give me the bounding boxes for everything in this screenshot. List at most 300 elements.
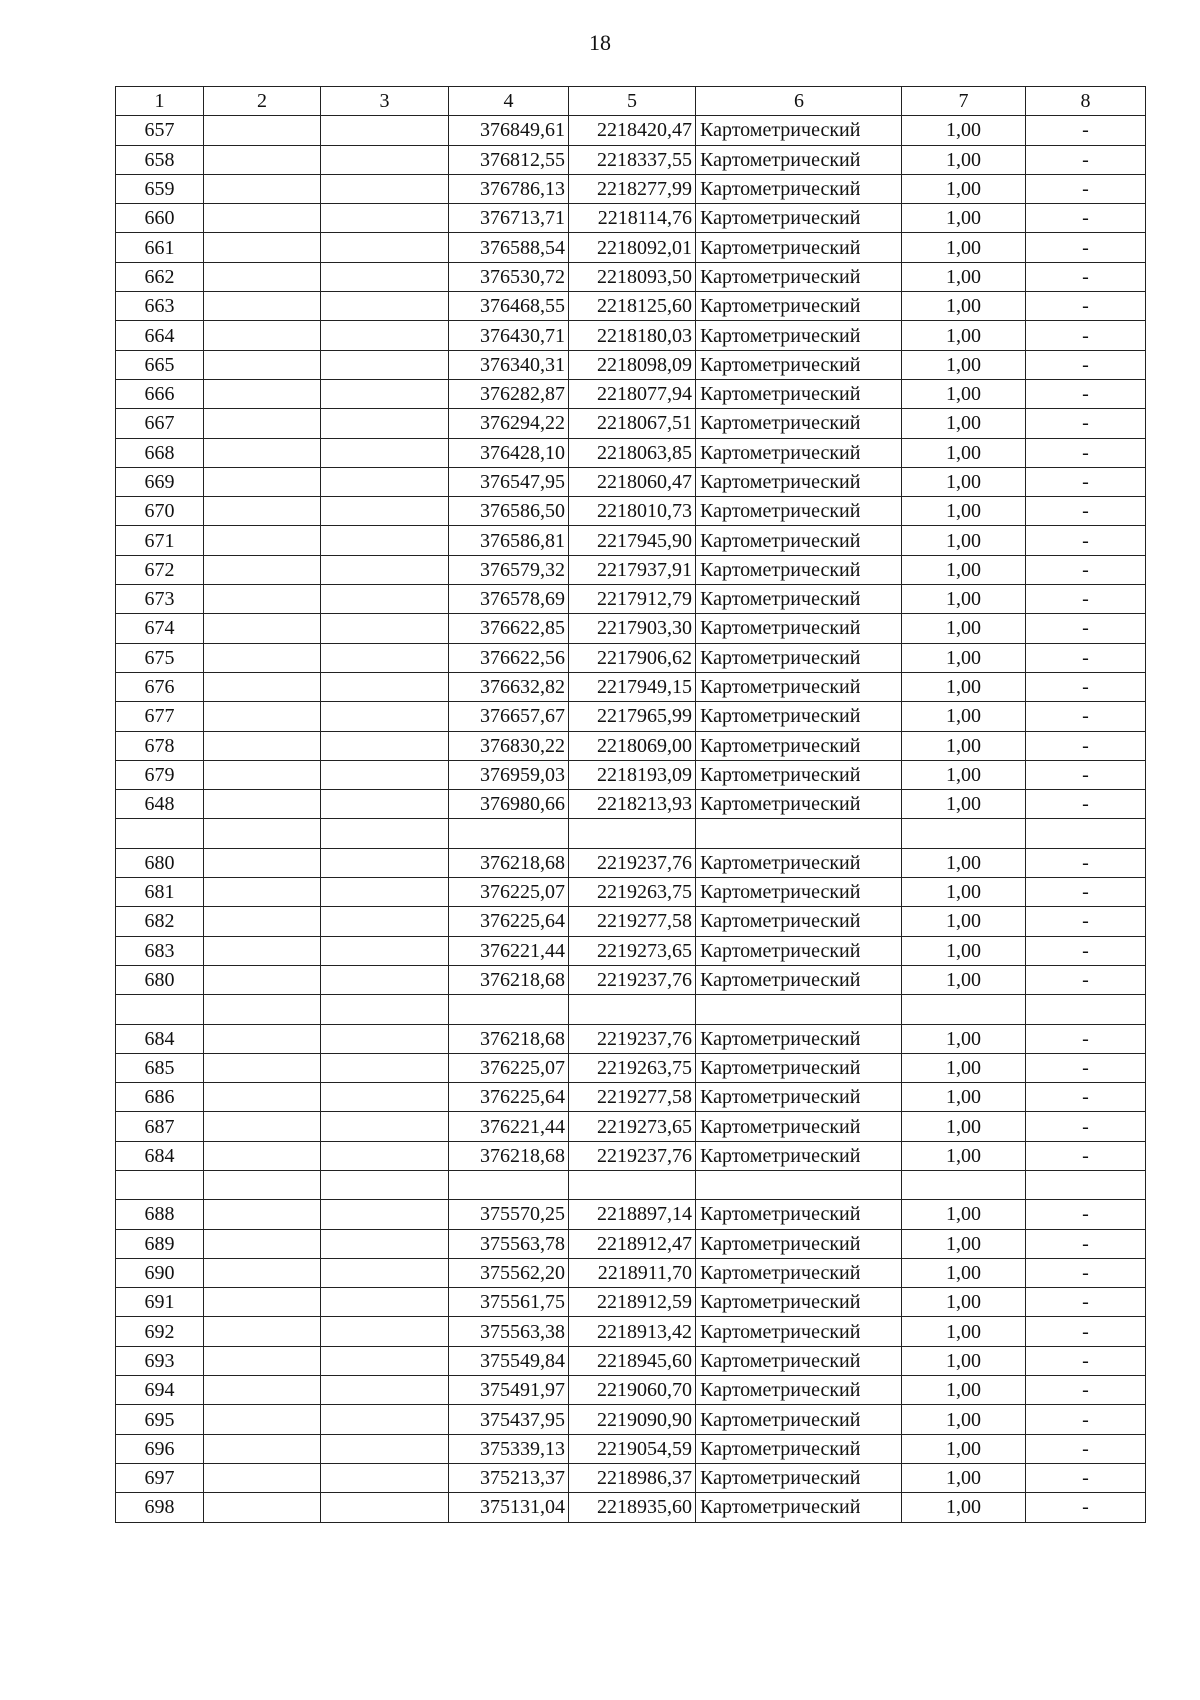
accuracy-cell: 1,00 [902,526,1026,555]
header-cell: 8 [1026,87,1146,116]
col8-cell: - [1026,1288,1146,1317]
y-coordinate-cell: 2219277,58 [569,907,696,936]
point-number-cell: 684 [116,1024,204,1053]
method-cell: Картометрический [696,1376,902,1405]
col3-cell [321,1024,449,1053]
col8-cell: - [1026,1024,1146,1053]
method-cell: Картометрический [696,1463,902,1492]
accuracy-cell: 1,00 [902,321,1026,350]
accuracy-cell: 1,00 [902,1229,1026,1258]
col2-cell [204,1112,321,1141]
table-row [116,438,1146,467]
y-coordinate-cell: 2219237,76 [569,1024,696,1053]
x-coordinate-cell: 376221,44 [449,1112,569,1141]
x-coordinate-cell: 376218,68 [449,1024,569,1053]
point-number-cell: 681 [116,878,204,907]
x-coordinate-cell: 375563,78 [449,1229,569,1258]
accuracy-cell: 1,00 [902,790,1026,819]
y-coordinate-cell: 2218063,85 [569,438,696,467]
accuracy-cell: 1,00 [902,878,1026,907]
method-cell: Картометрический [696,1141,902,1170]
y-coordinate-cell: 2218945,60 [569,1346,696,1375]
table-row [116,262,1146,291]
x-coordinate-cell: 376980,66 [449,790,569,819]
table-row [116,1405,1146,1434]
col8-cell: - [1026,643,1146,672]
col2-cell [204,497,321,526]
method-cell: Картометрический [696,497,902,526]
x-coordinate-cell: 376622,85 [449,614,569,643]
accuracy-cell: 1,00 [902,643,1026,672]
table-row [116,321,1146,350]
table-row [116,1112,1146,1141]
header-cell: 3 [321,87,449,116]
col2-cell [204,1288,321,1317]
table-row [116,409,1146,438]
header-cell: 6 [696,87,902,116]
y-coordinate-cell: 2218093,50 [569,262,696,291]
table-row [116,497,1146,526]
accuracy-cell: 1,00 [902,174,1026,203]
x-coordinate-cell: 376547,95 [449,467,569,496]
accuracy-cell: 1,00 [902,1317,1026,1346]
table-header-row [116,87,1146,116]
col3-cell [321,1434,449,1463]
x-coordinate-cell: 375213,37 [449,1463,569,1492]
table-row [116,995,1146,1024]
col2-cell [204,731,321,760]
table-body [116,87,1146,1523]
x-coordinate-cell: 375570,25 [449,1200,569,1229]
table-row [116,1141,1146,1170]
col3-cell [321,1053,449,1082]
point-number-cell: 671 [116,526,204,555]
col2-cell [204,643,321,672]
method-cell [696,995,902,1024]
accuracy-cell: 1,00 [902,292,1026,321]
col3-cell [321,379,449,408]
y-coordinate-cell: 2218935,60 [569,1493,696,1522]
point-number-cell: 675 [116,643,204,672]
col3-cell [321,760,449,789]
col2-cell [204,1376,321,1405]
x-coordinate-cell: 376849,61 [449,116,569,145]
y-coordinate-cell: 2217945,90 [569,526,696,555]
y-coordinate-cell: 2218010,73 [569,497,696,526]
col3-cell [321,878,449,907]
col8-cell: - [1026,438,1146,467]
x-coordinate-cell: 376586,81 [449,526,569,555]
accuracy-cell: 1,00 [902,204,1026,233]
table-row [116,1493,1146,1522]
point-number-cell: 697 [116,1463,204,1492]
col2-cell [204,292,321,321]
col3-cell [321,1493,449,1522]
col3-cell [321,1258,449,1287]
accuracy-cell: 1,00 [902,1024,1026,1053]
point-number-cell [116,819,204,848]
y-coordinate-cell: 2219263,75 [569,1053,696,1082]
accuracy-cell [902,819,1026,848]
x-coordinate-cell: 376713,71 [449,204,569,233]
method-cell: Картометрический [696,878,902,907]
x-coordinate-cell: 375563,38 [449,1317,569,1346]
point-number-cell: 680 [116,965,204,994]
table-row [116,1317,1146,1346]
y-coordinate-cell: 2219054,59 [569,1434,696,1463]
table-row [116,292,1146,321]
accuracy-cell: 1,00 [902,614,1026,643]
accuracy-cell: 1,00 [902,848,1026,877]
method-cell: Картометрический [696,350,902,379]
point-number-cell: 696 [116,1434,204,1463]
method-cell: Картометрический [696,672,902,701]
x-coordinate-cell: 376959,03 [449,760,569,789]
y-coordinate-cell: 2219237,76 [569,848,696,877]
y-coordinate-cell: 2218911,70 [569,1258,696,1287]
col3-cell [321,204,449,233]
accuracy-cell: 1,00 [902,1053,1026,1082]
accuracy-cell: 1,00 [902,438,1026,467]
point-number-cell: 660 [116,204,204,233]
y-coordinate-cell: 2217965,99 [569,702,696,731]
col8-cell: - [1026,1463,1146,1492]
x-coordinate-cell: 376221,44 [449,936,569,965]
col8-cell: - [1026,262,1146,291]
col8-cell: - [1026,1493,1146,1522]
col2-cell [204,233,321,262]
col3-cell [321,1229,449,1258]
col8-cell [1026,1170,1146,1199]
accuracy-cell: 1,00 [902,233,1026,262]
x-coordinate-cell: 376218,68 [449,965,569,994]
col3-cell [321,585,449,614]
accuracy-cell: 1,00 [902,467,1026,496]
col3-cell [321,790,449,819]
table-row [116,350,1146,379]
x-coordinate-cell: 376586,50 [449,497,569,526]
col3-cell [321,672,449,701]
y-coordinate-cell: 2218092,01 [569,233,696,262]
table-row [116,1170,1146,1199]
accuracy-cell: 1,00 [902,965,1026,994]
col8-cell: - [1026,1405,1146,1434]
point-number-cell: 693 [116,1346,204,1375]
col2-cell [204,965,321,994]
accuracy-cell: 1,00 [902,262,1026,291]
accuracy-cell: 1,00 [902,907,1026,936]
y-coordinate-cell: 2218986,37 [569,1463,696,1492]
method-cell: Картометрический [696,585,902,614]
method-cell: Картометрический [696,1317,902,1346]
col2-cell [204,321,321,350]
col2-cell [204,1229,321,1258]
col2-cell [204,1024,321,1053]
y-coordinate-cell: 2218060,47 [569,467,696,496]
point-number-cell: 670 [116,497,204,526]
accuracy-cell: 1,00 [902,555,1026,584]
method-cell: Картометрический [696,262,902,291]
accuracy-cell: 1,00 [902,672,1026,701]
col8-cell: - [1026,672,1146,701]
x-coordinate-cell: 376225,07 [449,1053,569,1082]
col3-cell [321,1376,449,1405]
col2-cell [204,1053,321,1082]
table-row [116,702,1146,731]
col8-cell: - [1026,1376,1146,1405]
point-number-cell: 667 [116,409,204,438]
col8-cell: - [1026,1229,1146,1258]
col2-cell [204,702,321,731]
method-cell: Картометрический [696,1434,902,1463]
col2-cell [204,467,321,496]
method-cell: Картометрический [696,1258,902,1287]
method-cell: Картометрический [696,116,902,145]
point-number-cell: 676 [116,672,204,701]
point-number-cell: 657 [116,116,204,145]
col3-cell [321,555,449,584]
table-row [116,878,1146,907]
method-cell [696,819,902,848]
method-cell: Картометрический [696,526,902,555]
col2-cell [204,936,321,965]
col2-cell [204,1141,321,1170]
y-coordinate-cell: 2218180,03 [569,321,696,350]
table-row [116,672,1146,701]
accuracy-cell: 1,00 [902,497,1026,526]
point-number-cell: 698 [116,1493,204,1522]
col2-cell [204,878,321,907]
header-cell: 4 [449,87,569,116]
col8-cell: - [1026,1434,1146,1463]
col8-cell: - [1026,350,1146,379]
col2-cell [204,1170,321,1199]
point-number-cell: 686 [116,1083,204,1112]
col3-cell [321,1288,449,1317]
col2-cell [204,907,321,936]
accuracy-cell: 1,00 [902,1463,1026,1492]
method-cell: Картометрический [696,409,902,438]
method-cell: Картометрический [696,1229,902,1258]
point-number-cell: 679 [116,760,204,789]
col2-cell [204,1434,321,1463]
col8-cell: - [1026,555,1146,584]
col8-cell: - [1026,1141,1146,1170]
y-coordinate-cell: 2218913,42 [569,1317,696,1346]
col3-cell [321,1200,449,1229]
point-number-cell: 694 [116,1376,204,1405]
col3-cell [321,1317,449,1346]
method-cell: Картометрический [696,1346,902,1375]
table-row [116,907,1146,936]
col2-cell [204,1405,321,1434]
y-coordinate-cell: 2219237,76 [569,1141,696,1170]
page-number: 18 [589,30,611,55]
table-row [116,819,1146,848]
x-coordinate-cell: 376530,72 [449,262,569,291]
y-coordinate-cell: 2218420,47 [569,116,696,145]
col3-cell [321,848,449,877]
col2-cell [204,145,321,174]
col8-cell: - [1026,907,1146,936]
accuracy-cell: 1,00 [902,702,1026,731]
y-coordinate-cell: 2219237,76 [569,965,696,994]
accuracy-cell: 1,00 [902,1200,1026,1229]
table-row [116,731,1146,760]
table-row [116,614,1146,643]
accuracy-cell: 1,00 [902,1288,1026,1317]
point-number-cell [116,1170,204,1199]
col3-cell [321,497,449,526]
point-number-cell: 648 [116,790,204,819]
x-coordinate-cell: 375491,97 [449,1376,569,1405]
x-coordinate-cell: 376468,55 [449,292,569,321]
col2-cell [204,350,321,379]
y-coordinate-cell: 2217912,79 [569,585,696,614]
y-coordinate-cell: 2218912,47 [569,1229,696,1258]
x-coordinate-cell: 376579,32 [449,555,569,584]
col2-cell [204,116,321,145]
method-cell: Картометрический [696,731,902,760]
method-cell: Картометрический [696,467,902,496]
col2-cell [204,1083,321,1112]
method-cell: Картометрический [696,907,902,936]
x-coordinate-cell: 375437,95 [449,1405,569,1434]
col3-cell [321,174,449,203]
col3-cell [321,995,449,1024]
point-number-cell: 684 [116,1141,204,1170]
col3-cell [321,702,449,731]
accuracy-cell: 1,00 [902,1258,1026,1287]
y-coordinate-cell: 2219277,58 [569,1083,696,1112]
col8-cell: - [1026,790,1146,819]
y-coordinate-cell: 2218125,60 [569,292,696,321]
accuracy-cell: 1,00 [902,936,1026,965]
table-row [116,204,1146,233]
accuracy-cell: 1,00 [902,1141,1026,1170]
y-coordinate-cell: 2218077,94 [569,379,696,408]
x-coordinate-cell: 376218,68 [449,848,569,877]
y-coordinate-cell: 2217949,15 [569,672,696,701]
table-row [116,965,1146,994]
col3-cell [321,1463,449,1492]
col3-cell [321,321,449,350]
col3-cell [321,819,449,848]
coordinates-table [115,86,1146,1523]
x-coordinate-cell: 375562,20 [449,1258,569,1287]
y-coordinate-cell: 2219273,65 [569,1112,696,1141]
y-coordinate-cell: 2218213,93 [569,790,696,819]
col8-cell: - [1026,702,1146,731]
table-row [116,936,1146,965]
y-coordinate-cell: 2218114,76 [569,204,696,233]
y-coordinate-cell [569,995,696,1024]
method-cell: Картометрический [696,848,902,877]
point-number-cell: 692 [116,1317,204,1346]
y-coordinate-cell [569,819,696,848]
col3-cell [321,614,449,643]
header-cell: 5 [569,87,696,116]
col3-cell [321,907,449,936]
col3-cell [321,438,449,467]
y-coordinate-cell: 2218067,51 [569,409,696,438]
y-coordinate-cell: 2217937,91 [569,555,696,584]
point-number-cell: 678 [116,731,204,760]
x-coordinate-cell: 376282,87 [449,379,569,408]
x-coordinate-cell [449,1170,569,1199]
table-row [116,585,1146,614]
method-cell: Картометрический [696,614,902,643]
col2-cell [204,760,321,789]
accuracy-cell: 1,00 [902,1405,1026,1434]
method-cell: Картометрический [696,292,902,321]
x-coordinate-cell: 375549,84 [449,1346,569,1375]
x-coordinate-cell: 376225,07 [449,878,569,907]
method-cell: Картометрический [696,438,902,467]
method-cell: Картометрический [696,145,902,174]
header-cell: 7 [902,87,1026,116]
y-coordinate-cell: 2217903,30 [569,614,696,643]
col2-cell [204,204,321,233]
col8-cell: - [1026,1112,1146,1141]
y-coordinate-cell: 2218069,00 [569,731,696,760]
col8-cell: - [1026,1346,1146,1375]
method-cell: Картометрический [696,965,902,994]
accuracy-cell: 1,00 [902,760,1026,789]
col3-cell [321,1346,449,1375]
point-number-cell: 687 [116,1112,204,1141]
col8-cell: - [1026,585,1146,614]
accuracy-cell: 1,00 [902,1434,1026,1463]
col2-cell [204,790,321,819]
col3-cell [321,1083,449,1112]
point-number-cell: 677 [116,702,204,731]
accuracy-cell [902,995,1026,1024]
table-row [116,1258,1146,1287]
accuracy-cell: 1,00 [902,1112,1026,1141]
accuracy-cell: 1,00 [902,1346,1026,1375]
accuracy-cell: 1,00 [902,379,1026,408]
point-number-cell: 690 [116,1258,204,1287]
y-coordinate-cell: 2218193,09 [569,760,696,789]
col3-cell [321,467,449,496]
point-number-cell: 691 [116,1288,204,1317]
col3-cell [321,1170,449,1199]
col2-cell [204,672,321,701]
col2-cell [204,1346,321,1375]
x-coordinate-cell: 376430,71 [449,321,569,350]
table-row [116,1053,1146,1082]
table-row [116,1200,1146,1229]
col3-cell [321,526,449,555]
point-number-cell: 658 [116,145,204,174]
x-coordinate-cell: 376588,54 [449,233,569,262]
col3-cell [321,643,449,672]
point-number-cell: 682 [116,907,204,936]
col8-cell: - [1026,497,1146,526]
col8-cell: - [1026,233,1146,262]
method-cell: Картометрический [696,379,902,408]
x-coordinate-cell: 376225,64 [449,1083,569,1112]
col3-cell [321,1141,449,1170]
x-coordinate-cell: 375561,75 [449,1288,569,1317]
method-cell: Картометрический [696,1405,902,1434]
method-cell: Картометрический [696,174,902,203]
method-cell: Картометрический [696,555,902,584]
x-coordinate-cell: 376225,64 [449,907,569,936]
col8-cell: - [1026,409,1146,438]
col2-cell [204,995,321,1024]
